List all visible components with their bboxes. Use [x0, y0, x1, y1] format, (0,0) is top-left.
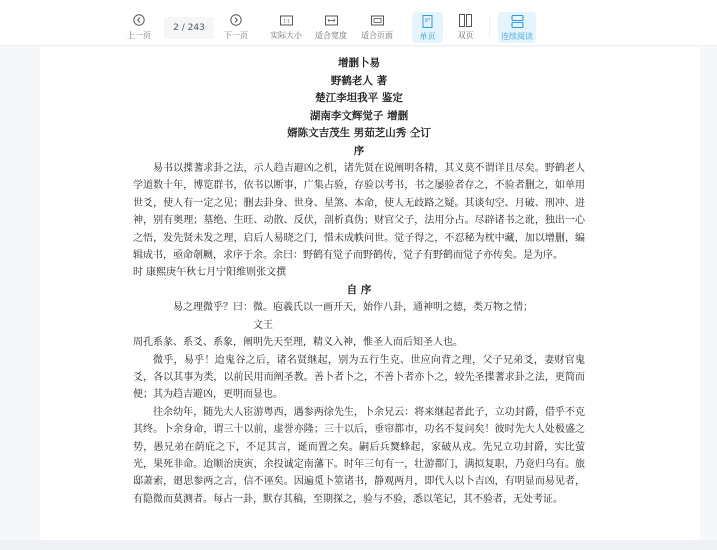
- double-page-label: 双页: [457, 31, 474, 40]
- self-preface-wenwang: 文王: [253, 319, 273, 331]
- svg-text:1:1: 1:1: [282, 18, 290, 23]
- self-preface-paragraph-2: 微乎，易乎！迨鬼谷之后，诸名贤继起，别为五行生克、世应向背之理，父子兄弟爻，妻财官鬼爻，各以其事为类，以前民用而阐圣教。善卜者卜之，不善卜者亦卜之，较先圣揲蓍求卦之法，更简而便；其为趋吉避凶，更明而显也。: [133, 354, 585, 401]
- fit-width-icon: [324, 13, 338, 27]
- preface-paragraph: 易书以揲蓍求卦之法，示人趋吉避凶之机，诸先贤在说阐明各精，其义莫不谓详且尽矣。野鹤老人学道数十年，博览群书，依书以断事，广集占验，存验以考书，书之屡验者存之，不验者删之，如单用世爻，使人有一定之见；删去卦身、世身、星煞、本命，使人无歧路之疑。其谈旬空、月破、刑冲、进神，别有奥理；墓绝、生旺、动散、反伏，剖析真伪；财官父子，法用分占。尽辟诸书之讹，独出一心之悟，发先贤未发之理，启后人易晓之门，惜未成帙问世。觉子得之，不忍秘为枕中藏，加以增删，编辑成书，亟命剞劂，求序于余。余曰：野鹤有觉子而野鹤传，觉子有野鹤而觉子亦传矣。是为序。: [133, 163, 585, 262]
- continuous-reading-icon: [510, 14, 524, 28]
- prev-page-button[interactable]: [122, 11, 156, 43]
- double-page-icon: [459, 13, 473, 27]
- editor-line: 湖南李文辉觉子 增删: [309, 109, 409, 122]
- prev-page-label: 上一页: [127, 31, 151, 40]
- single-page-label: 单页: [419, 32, 436, 41]
- fit-width-button[interactable]: [312, 11, 350, 43]
- left-gutter: [0, 47, 40, 540]
- horizontal-scrollbar-track[interactable]: [0, 540, 717, 550]
- fit-page-button[interactable]: [358, 11, 396, 43]
- fit-page-label: 适合页面: [361, 31, 393, 40]
- fit-width-label: 适合宽度: [315, 31, 347, 40]
- self-preface-line-2: 周孔系彖、系爻、系象，阐明先天至理，精义入神，惟圣人而后知圣人也。: [133, 337, 463, 349]
- preface-heading: 序: [353, 144, 365, 157]
- right-gutter: [700, 47, 717, 540]
- chevron-right-circle-icon: [229, 13, 243, 27]
- actual-size-label: 实际大小: [270, 31, 302, 40]
- actual-size-button[interactable]: [267, 11, 305, 43]
- self-preface-heading: 自 序: [346, 283, 372, 296]
- continuous-reading-button[interactable]: [498, 12, 536, 43]
- single-page-icon: [421, 14, 435, 28]
- co-editors-line: 婿陈文吉茂生 男茹芝山秀 仝订: [287, 127, 431, 139]
- chevron-left-circle-icon: [132, 13, 146, 27]
- reader-toolbar: [0, 0, 717, 46]
- actual-size-icon: [279, 13, 293, 27]
- preface-signature: 时 康熙庚午秋七月宁阳维则张文撰: [133, 267, 287, 279]
- page-number-input[interactable]: [164, 17, 214, 39]
- next-page-label: 下一页: [224, 31, 248, 40]
- next-page-button[interactable]: [219, 11, 253, 43]
- toolbar-divider: [489, 16, 490, 38]
- self-preface-paragraph-3: 往余幼年，随先大人宦游粤西，遇参两徐先生，卜余兄云：将来继起者此子，立功封爵，借乎不克其终。卜余身命，谓三十以前，虚誉亦隆；三十以后，垂帘都市，功名不复问矣！彼时先大人处极盛之势，愚兄弟在荫庇之下，不足其言，诞而置之矣。嗣后兵燹蜂起，家破从戎。先兄立功封爵，实比萤光，果死非命。迨顺治庚寅，余投诚定南藩下。时年三旬有一，壮游都门，满拟复职，乃竟归乌有。旅邸萧索，廻思参两之言，信不诬矣。因遍觅卜筮诸书，静观两月，即代人以卜吉凶，有明显而易见者，有隐微而莫测者。每占一卦，默存其稿，至期探之，验与不验，悉以笔记，其不验者，无处考证。: [133, 406, 585, 505]
- reviewer-line: 楚江李坦我平 鉴定: [315, 92, 403, 104]
- continuous-reading-label: 连续阅读: [501, 32, 533, 41]
- document-page: [40, 47, 700, 540]
- double-page-button[interactable]: [450, 11, 481, 43]
- book-title: 增删卜易: [338, 57, 380, 69]
- single-page-button[interactable]: [412, 12, 443, 43]
- author-line: 野鹤老人 著: [330, 74, 388, 87]
- self-preface-line-1: 易之理微乎？曰：微。庖羲氏以一画开天，始作八卦，通神明之德，类万物之情；: [173, 302, 533, 314]
- fit-page-icon: [370, 13, 384, 27]
- page-indicator: 2 / 243: [173, 23, 205, 33]
- page-content: [133, 55, 585, 508]
